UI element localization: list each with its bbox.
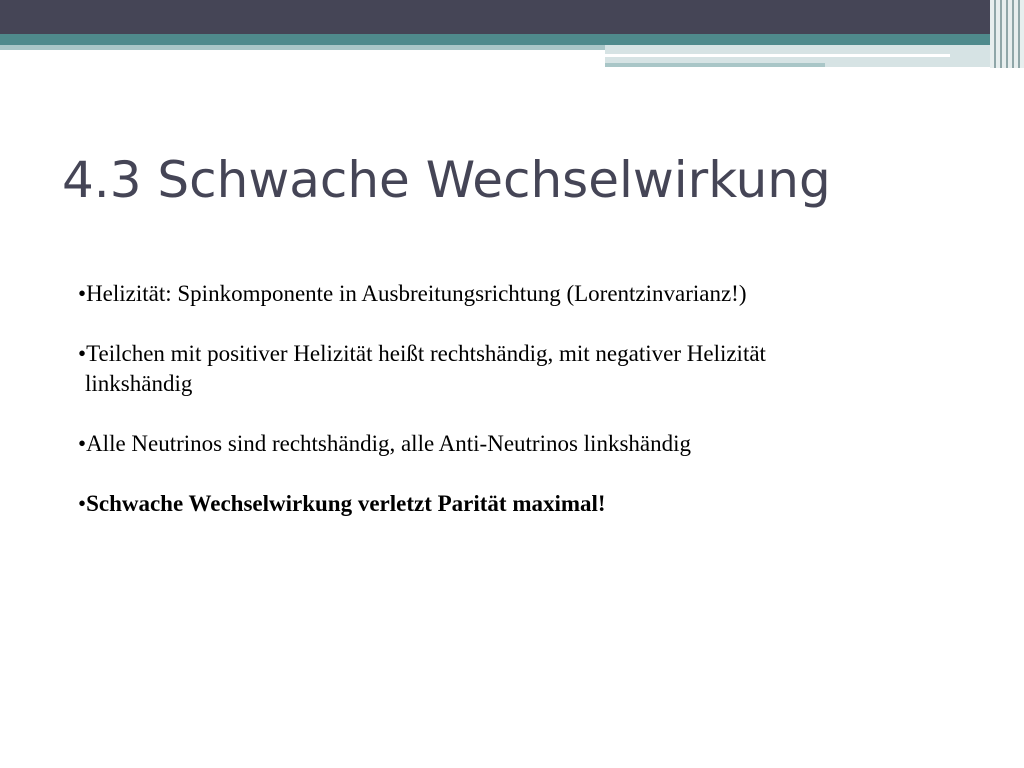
header-stripes xyxy=(990,0,1024,68)
bullet-marker: • xyxy=(78,341,87,366)
bullet-item xyxy=(78,429,978,459)
bullet-text: Alle Neutrinos sind rechtshändig, alle Anti-Neutrinos linkshändig xyxy=(86,431,691,456)
slide-title: 4.3 Schwache Wechselwirkung xyxy=(62,151,831,209)
bullet-marker: • xyxy=(78,431,87,456)
bullet-item xyxy=(78,339,978,399)
bullet-text-emphasis: Schwache Wechselwirkung verletzt Parität maximal! xyxy=(86,491,606,516)
bullet-text: Helizität: Spinkomponente in Ausbreitungsrichtung (Lorentzinvarianz!) xyxy=(86,281,747,306)
header-band-dark xyxy=(0,0,1024,34)
header-band-light xyxy=(0,45,605,50)
header-band-right-line xyxy=(605,54,950,57)
bullet-text: Teilchen mit positiver Helizität heißt rechtshändig, mit negativer Helizität xyxy=(86,341,766,366)
bullet-list xyxy=(78,279,978,549)
bullet-marker: • xyxy=(78,281,87,306)
bullet-item xyxy=(78,279,978,309)
bullet-marker: • xyxy=(78,491,87,516)
header-band-right-line xyxy=(605,63,825,67)
header-band-teal xyxy=(0,34,1024,45)
bullet-item xyxy=(78,489,978,519)
bullet-text-continuation: linkshändig xyxy=(85,371,193,396)
